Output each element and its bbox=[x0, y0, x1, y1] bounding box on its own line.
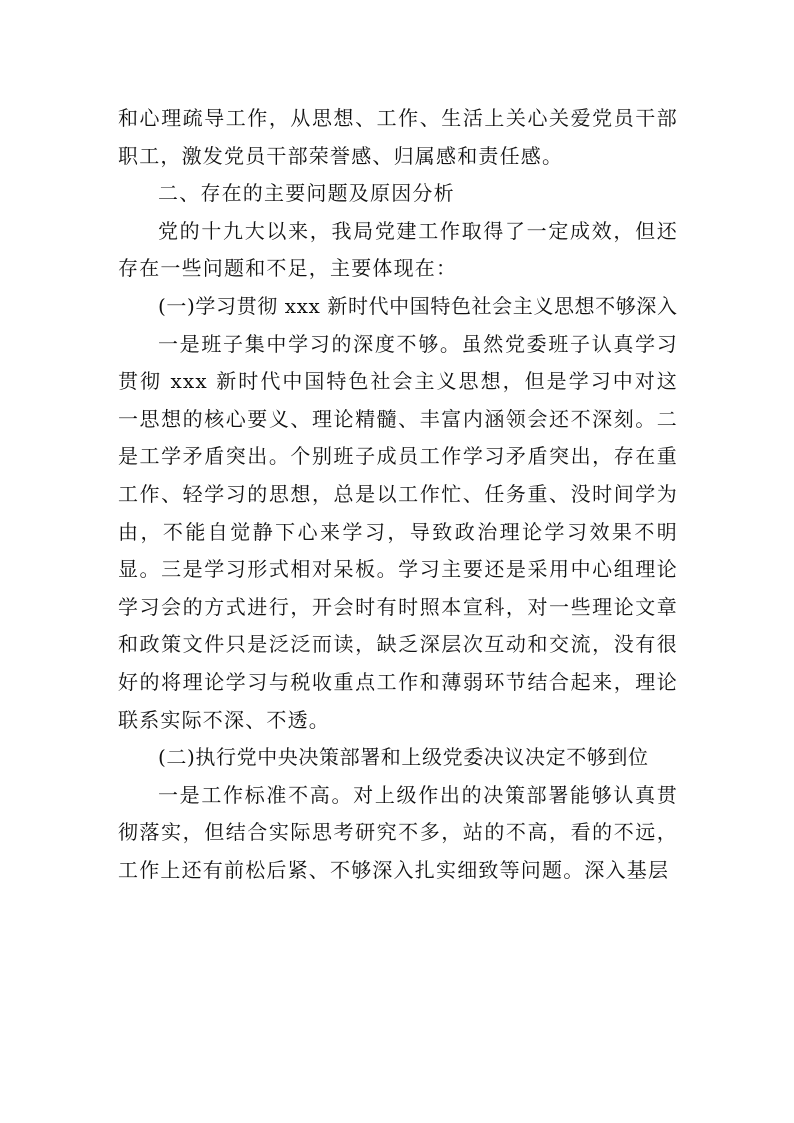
paragraph-continued: 和心理疏导工作，从思想、工作、生活上关心关爱党员干部职工，激发党员干部荣誉感、归属感和责任感。 bbox=[118, 106, 678, 168]
paragraph-study: 一是班子集中学习的深度不够。虽然党委班子认真学习贯彻 xxx 新时代中国特色社会主义思想，但是学习中对这一思想的核心要义、理论精髓、丰富内涵领会还不深刻。二是工学矛盾突出。个别班子成员工作学习矛盾突出，存在重工作、轻学习的思想，总是以工作忙、任务重、没时间学为由，不能自觉静下心来学习，导致政治理论学习效果不明显。三是学习形式相对呆板。学习主要还是采用中心组理论学习会的方式进行，开会时有时照本宣科，对一些理论文章和政策文件只是泛泛而读，缺乏深层次互动和交流，没有很好的将理论学习与税收重点工作和薄弱环节结合起来，理论联系实际不深、不透。 bbox=[118, 331, 678, 732]
document-body bbox=[118, 100, 678, 889]
paragraph-intro: 党的十九大以来，我局党建工作取得了一定成效，但还存在一些问题和不足，主要体现在： bbox=[118, 218, 678, 281]
paragraph-execution: 一是工作标准不高。对上级作出的决策部署能够认真贯彻落实，但结合实际思考研究不多，站的不高，看的不远，工作上还有前松后紧、不够深入扎实细致等问题。深入基层 bbox=[118, 782, 678, 882]
subsection-heading-1: (一)学习贯彻 xxx 新时代中国特色社会主义思想不够深入 bbox=[158, 293, 678, 318]
section-heading: 二、存在的主要问题及原因分析 bbox=[158, 181, 455, 206]
subsection-heading-2: (二)执行党中央决策部署和上级党委决议决定不够到位 bbox=[158, 745, 649, 770]
